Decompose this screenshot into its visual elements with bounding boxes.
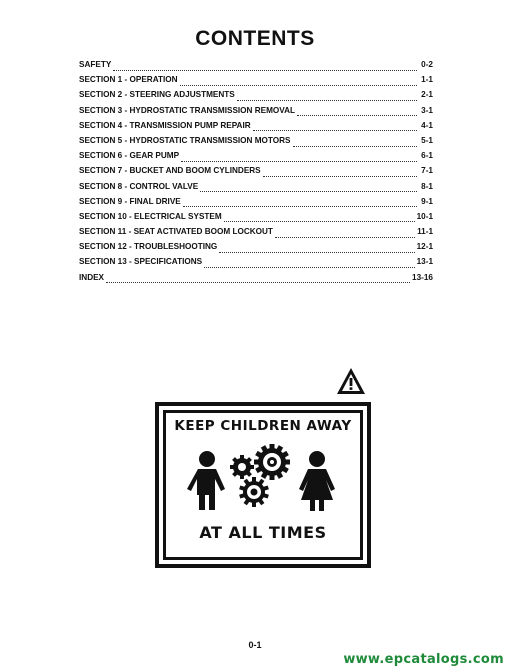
toc-row (79, 121, 433, 136)
toc-page-number: 1-1 (421, 75, 433, 85)
toc-leader-dots (183, 199, 417, 207)
toc-row (79, 151, 433, 166)
toc-leader-dots (275, 230, 415, 238)
toc-leader-dots (113, 63, 417, 71)
toc-page-number: 4-1 (421, 120, 433, 130)
toc-leader-dots (180, 78, 417, 86)
toc-leader-dots (297, 108, 417, 116)
toc-row (79, 242, 433, 257)
page-number: 0-1 (248, 640, 262, 650)
toc-label: SECTION 5 - HYDROSTATIC TRANSMISSION MOTORS (79, 135, 291, 145)
watermark-url: www.epcatalogs.com (343, 652, 504, 667)
toc-label: SECTION 4 - TRANSMISSION PUMP REPAIR (79, 120, 251, 130)
table-of-contents (79, 60, 433, 288)
toc-leader-dots (181, 154, 417, 162)
toc-page-number: 5-1 (421, 135, 433, 145)
toc-leader-dots (237, 93, 417, 101)
gears-icon (230, 444, 290, 507)
toc-row (79, 212, 433, 227)
sign-bottom-text: AT ALL TIMES (199, 523, 327, 542)
toc-page-number: 0-2 (421, 60, 433, 69)
toc-leader-dots (204, 260, 414, 268)
toc-leader-dots (253, 123, 417, 131)
toc-page-number: 8-1 (421, 181, 433, 191)
toc-leader-dots (106, 275, 410, 283)
child-figure-girl-icon (299, 451, 335, 511)
toc-page-number: 11-1 (417, 227, 433, 237)
toc-label: SECTION 7 - BUCKET AND BOOM CYLINDERS (79, 166, 261, 176)
toc-label: SECTION 2 - STEERING ADJUSTMENTS (79, 90, 235, 100)
sign-top-text: KEEP CHILDREN AWAY (174, 418, 352, 434)
toc-leader-dots (263, 169, 417, 177)
toc-page-number: 7-1 (421, 166, 433, 176)
toc-row (79, 60, 433, 75)
toc-label: SECTION 8 - CONTROL VALVE (79, 181, 199, 191)
toc-label: SECTION 13 - SPECIFICATIONS (79, 257, 203, 267)
toc-page-number: 12-1 (416, 242, 433, 252)
page-title: CONTENTS (195, 27, 315, 50)
warning-triangle-icon (336, 367, 366, 395)
keep-children-away-sign (155, 402, 371, 568)
toc-label: SECTION 1 - OPERATION (79, 75, 178, 85)
toc-page-number: 10-1 (416, 211, 433, 221)
toc-row (79, 166, 433, 181)
toc-row (79, 90, 433, 105)
toc-page-number: 13-16 (412, 272, 433, 282)
toc-page-number: 6-1 (421, 151, 433, 161)
toc-label: INDEX (79, 272, 105, 282)
toc-row (79, 182, 433, 197)
toc-label: SECTION 11 - SEAT ACTIVATED BOOM LOCKOUT (79, 227, 273, 237)
toc-label: SECTION 10 - ELECTRICAL SYSTEM (79, 211, 222, 221)
toc-leader-dots (219, 245, 414, 253)
toc-label: SAFETY (79, 60, 112, 69)
toc-page-number: 9-1 (421, 196, 433, 206)
toc-leader-dots (293, 139, 417, 147)
toc-row (79, 227, 433, 242)
toc-leader-dots (224, 214, 415, 222)
toc-row (79, 273, 433, 288)
child-figure-boy-icon (187, 451, 225, 510)
toc-page-number: 13-1 (416, 257, 433, 267)
toc-leader-dots (200, 184, 417, 192)
toc-row (79, 257, 433, 272)
toc-page-number: 3-1 (421, 105, 433, 115)
toc-row (79, 136, 433, 151)
toc-row (79, 106, 433, 121)
toc-label: SECTION 3 - HYDROSTATIC TRANSMISSION REMOVAL (79, 105, 296, 115)
toc-row (79, 75, 433, 90)
toc-label: SECTION 12 - TROUBLESHOOTING (79, 242, 218, 252)
toc-label: SECTION 6 - GEAR PUMP (79, 151, 180, 161)
toc-label: SECTION 9 - FINAL DRIVE (79, 196, 181, 206)
toc-page-number: 2-1 (421, 90, 433, 100)
toc-row (79, 197, 433, 212)
